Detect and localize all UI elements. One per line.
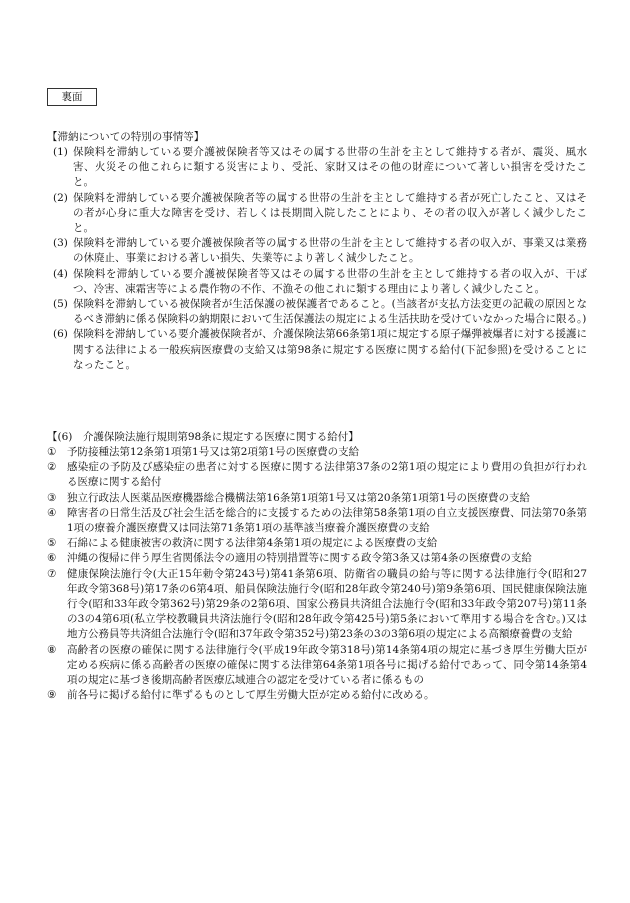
item-number: ③	[47, 491, 57, 504]
item-text: 保険料を滞納している要介護被保険者等又はその属する世帯の生計を主として維持する者の収入が、干ばつ、冷害、凍霜害等による農作物の不作、不漁その他これに類する理由により著しく減少したこと。	[73, 267, 587, 295]
item-text: 高齢者の医療の確保に関する法律施行令(平成19年政令第318号)第14条第4項の規定に基づき厚生労働大臣が定める疾病に係る高齢者の医療の確保に関する法律第64条第1項各号に掲げる給付であって、同令第14条第4項の規定に基づき後期高齢者医療広域連合の認定を受けている者に係るもの	[67, 643, 587, 687]
item-text: 保険料を滞納している要介護被保険者等又はその属する世帯の生計を主として維持する者が、震災、風水害、火災その他これらに類する災害により、受託、家財又はその他の財産について著しい損害を受けたこと。	[73, 146, 587, 189]
item-number: ⑦	[47, 567, 57, 580]
list-item	[47, 567, 587, 643]
item-number: (1)	[53, 146, 68, 158]
list-item	[47, 551, 587, 566]
section1-heading: 【滞納についての特別の事情等】	[47, 131, 205, 143]
list-item	[47, 267, 587, 297]
list-item	[47, 688, 587, 703]
list-item	[47, 536, 587, 551]
item-number: (2)	[53, 191, 68, 204]
list-item	[47, 460, 587, 490]
item-text: 感染症の予防及び感染症の患者に対する医療に関する法律第37条の2第1項の規定により費用の負担が行われる医療に関する給付	[67, 461, 587, 489]
item-number: ①	[47, 446, 57, 458]
item-text: 前各号に掲げる給付に準ずるものとして厚生労働大臣が定める給付に改める。	[67, 689, 435, 702]
list-item	[47, 506, 587, 536]
list-item	[47, 643, 587, 689]
item-number: ⑤	[47, 537, 57, 550]
section-special-circumstances	[47, 130, 587, 373]
item-text: 健康保険法施行令(大正15年勅令第243号)第41条第6項、防衛省の職員の給与等に関する法律施行令(昭和27年政令第368号)第17条の6第4項、船員保険法施行令(昭和28年政令第240号)第9条第6項、国民健康保険法施行令(昭和33年政令第362号)第29条の2第6項、国家公務員共済組合法施行令(昭和33年政令第207号)第11条の3の4第6項(私立学校教職員共済法施行令(昭和28年政令第425号)第5条において準用する場合を含む。)又は地方公務員等共済組合法施行令(昭和37年政令第352号)第23条の3の3第6項の規定による高額療養費の支給	[67, 567, 587, 641]
item-number: ⑥	[47, 552, 57, 565]
item-number: ⑧	[47, 643, 57, 656]
list-item	[47, 145, 587, 191]
list-item	[47, 236, 587, 266]
list-item	[47, 191, 587, 237]
item-text: 保険料を滞納している被保険者が生活保護の被保護者であること。(当該者が支払方法変更の記載の原因となるべき滞納に係る保険料の納期限において生活保護法の規定による生活扶助を受けていなかった場合に限る。)	[73, 298, 587, 326]
item-number: (5)	[53, 298, 68, 311]
item-text: 保険料を滞納している要介護被保険者が、介護保険法第66条第1項に規定する原子爆弾被爆者に対する援護に関する法律による一般疾病医療費の支給又は第98条に規定する医療に関する給付(下記参照)を受けることになったこと。	[73, 328, 587, 371]
section2-list	[47, 445, 587, 703]
item-number: ②	[47, 461, 57, 474]
item-number: (3)	[53, 237, 68, 250]
section2-heading: 【(6) 介護保険法施行規則第98条に規定する医療に関する給付】	[47, 431, 359, 443]
list-item	[47, 445, 587, 460]
item-number: ④	[47, 506, 57, 519]
item-text: 障害者の日常生活及び社会生活を総合的に支援するための法律第58条第1項の自立支援医療費、同法第70条第1項の療養介護医療費又は同法第71条第1項の基準該当療養介護医療費の支給	[67, 506, 587, 535]
item-number: (6)	[53, 328, 68, 341]
item-text: 予防接種法第12条第1項第1号又は第2項第1号の医療費の支給	[67, 446, 360, 458]
item-text: 保険料を滞納している要介護被保険者等の属する世帯の生計を主として維持する者の収入が、事業又は業務の休廃止、事業における著しい損失、失業等により著しく減少したこと。	[73, 237, 587, 265]
item-text: 独立行政法人医薬品医療機器総合機構法第16条第1項第1号又は第20条第1項第1号の医療費の支給	[67, 491, 530, 504]
item-number: (4)	[53, 267, 68, 280]
section1-list	[47, 145, 587, 373]
item-text: 沖縄の復帰に伴う厚生省関係法令の適用の特別措置等に関する政令第3条又は第4条の医療費の支給	[67, 552, 532, 565]
section-medical-benefits	[47, 430, 587, 703]
list-item	[47, 297, 587, 327]
item-text: 保険料を滞納している要介護被保険者等の属する世帯の生計を主として維持する者が死亡したこと、又はその者が心身に重大な障害を受け、若しくは長期間入院したことにより、その者の収入が著しく減少したこと。	[73, 191, 587, 235]
list-item	[47, 327, 587, 373]
item-text: 石綿による健康被害の救済に関する法律第4条第1項の規定による医療費の支給	[67, 537, 438, 550]
page-label-ura: 裏面	[47, 88, 97, 106]
list-item	[47, 491, 587, 506]
item-number: ⑨	[47, 689, 57, 702]
